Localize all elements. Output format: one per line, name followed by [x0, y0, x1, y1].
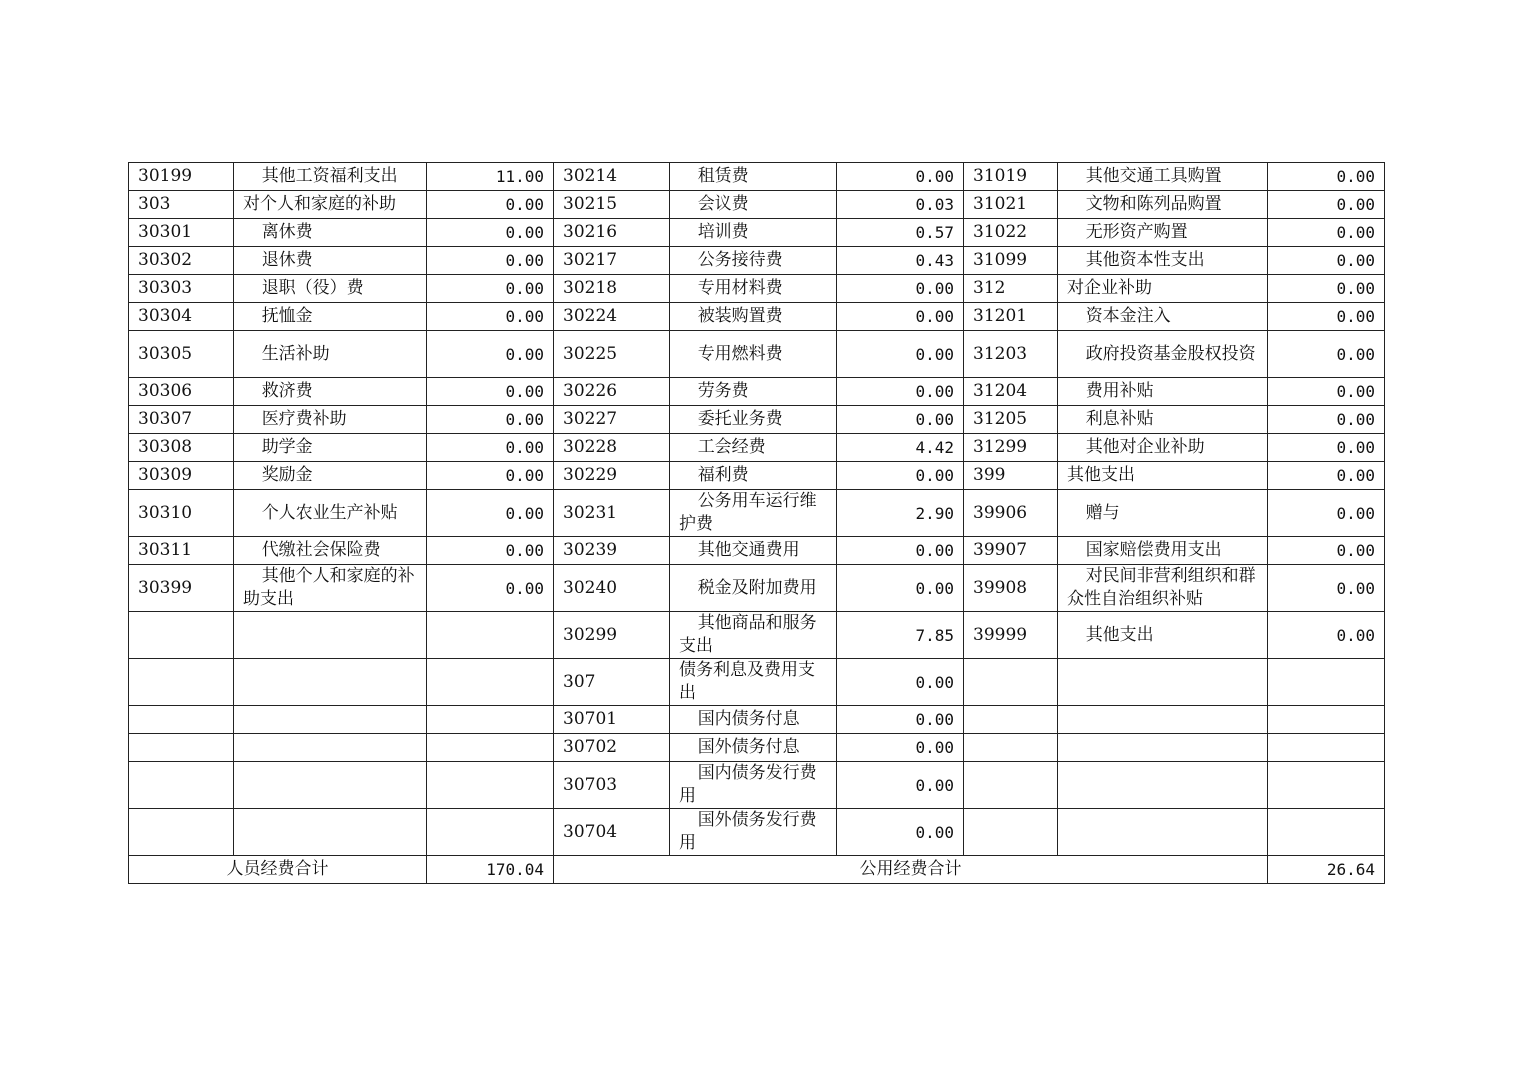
public-total-label: 公用经费合计 — [554, 856, 1268, 884]
cell-name — [1058, 734, 1268, 762]
cell-name: 委托业务费 — [670, 406, 837, 434]
cell-name: 其他支出 — [1058, 462, 1268, 490]
cell-code: 30299 — [554, 612, 670, 659]
table-row — [129, 537, 1385, 565]
cell-name: 工会经费 — [670, 434, 837, 462]
cell-code: 30226 — [554, 378, 670, 406]
cell-name: 公务用车运行维护费 — [670, 490, 837, 537]
cell-name: 国外债务付息 — [670, 734, 837, 762]
cell-amt: 0.00 — [427, 406, 554, 434]
cell-code: 30304 — [129, 303, 234, 331]
cell-amt — [1268, 734, 1385, 762]
cell-amt: 0.00 — [1268, 331, 1385, 378]
cell-name: 其他个人和家庭的补助支出 — [234, 565, 427, 612]
cell-code: 30228 — [554, 434, 670, 462]
cell-name: 利息补贴 — [1058, 406, 1268, 434]
cell-amt: 0.00 — [427, 331, 554, 378]
table-row — [129, 434, 1385, 462]
cell-amt: 0.00 — [1268, 219, 1385, 247]
cell-code: 30305 — [129, 331, 234, 378]
cell-amt: 0.00 — [1268, 462, 1385, 490]
cell-code: 399 — [964, 462, 1058, 490]
cell-name: 会议费 — [670, 191, 837, 219]
cell-name: 税金及附加费用 — [670, 565, 837, 612]
cell-amt: 0.00 — [837, 762, 964, 809]
table-row — [129, 462, 1385, 490]
cell-name: 国家赔偿费用支出 — [1058, 537, 1268, 565]
cell-code: 31099 — [964, 247, 1058, 275]
cell-name — [234, 659, 427, 706]
cell-code: 30301 — [129, 219, 234, 247]
cell-code: 30218 — [554, 275, 670, 303]
cell-code — [129, 762, 234, 809]
cell-code: 30701 — [554, 706, 670, 734]
table-row — [129, 219, 1385, 247]
cell-name — [234, 612, 427, 659]
cell-name: 对民间非营利组织和群众性自治组织补贴 — [1058, 565, 1268, 612]
cell-code: 30231 — [554, 490, 670, 537]
cell-amt: 0.00 — [837, 163, 964, 191]
cell-name: 政府投资基金股权投资 — [1058, 331, 1268, 378]
cell-amt: 0.43 — [837, 247, 964, 275]
table-row — [129, 406, 1385, 434]
cell-code: 307 — [554, 659, 670, 706]
cell-code — [964, 762, 1058, 809]
budget-table-body — [129, 163, 1385, 856]
cell-name: 个人农业生产补贴 — [234, 490, 427, 537]
cell-amt: 0.00 — [1268, 434, 1385, 462]
cell-name: 救济费 — [234, 378, 427, 406]
cell-name: 其他对企业补助 — [1058, 434, 1268, 462]
cell-amt: 0.00 — [1268, 163, 1385, 191]
cell-name — [1058, 809, 1268, 856]
cell-amt — [427, 612, 554, 659]
cell-code: 31022 — [964, 219, 1058, 247]
cell-amt — [427, 809, 554, 856]
cell-name: 其他资本性支出 — [1058, 247, 1268, 275]
cell-code: 30309 — [129, 462, 234, 490]
cell-amt: 0.00 — [837, 303, 964, 331]
cell-name: 其他交通费用 — [670, 537, 837, 565]
cell-code: 30702 — [554, 734, 670, 762]
cell-code: 31021 — [964, 191, 1058, 219]
cell-code: 30306 — [129, 378, 234, 406]
cell-amt: 0.00 — [1268, 378, 1385, 406]
cell-code: 30215 — [554, 191, 670, 219]
cell-name: 退休费 — [234, 247, 427, 275]
cell-name: 其他商品和服务支出 — [670, 612, 837, 659]
cell-code: 30199 — [129, 163, 234, 191]
cell-name: 租赁费 — [670, 163, 837, 191]
cell-amt — [1268, 809, 1385, 856]
cell-amt: 0.00 — [427, 537, 554, 565]
cell-name: 国内债务付息 — [670, 706, 837, 734]
table-row — [129, 612, 1385, 659]
cell-code: 31205 — [964, 406, 1058, 434]
cell-amt: 0.03 — [837, 191, 964, 219]
personnel-total-value: 170.04 — [427, 856, 554, 884]
cell-amt: 0.00 — [837, 706, 964, 734]
cell-amt: 4.42 — [837, 434, 964, 462]
cell-code: 30225 — [554, 331, 670, 378]
cell-name: 专用燃料费 — [670, 331, 837, 378]
cell-amt: 0.00 — [837, 331, 964, 378]
cell-code: 39906 — [964, 490, 1058, 537]
cell-amt — [427, 762, 554, 809]
cell-code: 31019 — [964, 163, 1058, 191]
public-total-value: 26.64 — [1268, 856, 1385, 884]
cell-code: 39907 — [964, 537, 1058, 565]
cell-amt: 0.00 — [837, 537, 964, 565]
cell-code: 31299 — [964, 434, 1058, 462]
cell-name: 其他支出 — [1058, 612, 1268, 659]
cell-amt: 0.00 — [1268, 490, 1385, 537]
cell-name — [234, 809, 427, 856]
cell-code: 312 — [964, 275, 1058, 303]
cell-name: 培训费 — [670, 219, 837, 247]
cell-code: 31203 — [964, 331, 1058, 378]
cell-name: 抚恤金 — [234, 303, 427, 331]
cell-code: 30224 — [554, 303, 670, 331]
cell-amt — [1268, 762, 1385, 809]
cell-code — [964, 706, 1058, 734]
cell-code — [129, 734, 234, 762]
cell-name: 对个人和家庭的补助 — [234, 191, 427, 219]
personnel-total-label: 人员经费合计 — [129, 856, 427, 884]
cell-name: 其他工资福利支出 — [234, 163, 427, 191]
cell-name: 生活补助 — [234, 331, 427, 378]
cell-amt: 0.00 — [427, 490, 554, 537]
cell-amt: 0.00 — [427, 565, 554, 612]
cell-name — [234, 734, 427, 762]
cell-code: 30217 — [554, 247, 670, 275]
cell-name: 无形资产购置 — [1058, 219, 1268, 247]
cell-code: 30310 — [129, 490, 234, 537]
cell-code: 31201 — [964, 303, 1058, 331]
cell-amt: 0.00 — [427, 462, 554, 490]
cell-code: 30704 — [554, 809, 670, 856]
table-row — [129, 809, 1385, 856]
cell-code: 30227 — [554, 406, 670, 434]
cell-amt: 0.00 — [1268, 537, 1385, 565]
cell-name: 公务接待费 — [670, 247, 837, 275]
cell-name: 对企业补助 — [1058, 275, 1268, 303]
cell-amt: 2.90 — [837, 490, 964, 537]
cell-amt: 0.00 — [837, 659, 964, 706]
cell-name: 资本金注入 — [1058, 303, 1268, 331]
cell-amt: 0.00 — [1268, 247, 1385, 275]
table-row — [129, 275, 1385, 303]
cell-name — [234, 706, 427, 734]
cell-code: 30229 — [554, 462, 670, 490]
cell-name — [1058, 706, 1268, 734]
table-row — [129, 565, 1385, 612]
cell-code: 303 — [129, 191, 234, 219]
cell-amt: 0.00 — [1268, 612, 1385, 659]
cell-amt — [1268, 659, 1385, 706]
cell-amt: 0.00 — [427, 434, 554, 462]
cell-name: 其他交通工具购置 — [1058, 163, 1268, 191]
cell-code: 30307 — [129, 406, 234, 434]
cell-code: 30311 — [129, 537, 234, 565]
cell-code — [129, 659, 234, 706]
cell-code: 30302 — [129, 247, 234, 275]
cell-name: 债务利息及费用支出 — [670, 659, 837, 706]
cell-name: 劳务费 — [670, 378, 837, 406]
table-row — [129, 163, 1385, 191]
cell-code: 30216 — [554, 219, 670, 247]
cell-amt: 7.85 — [837, 612, 964, 659]
table-row — [129, 762, 1385, 809]
cell-name — [1058, 762, 1268, 809]
cell-name: 国内债务发行费用 — [670, 762, 837, 809]
cell-amt — [1268, 706, 1385, 734]
cell-name: 文物和陈列品购置 — [1058, 191, 1268, 219]
cell-code — [964, 809, 1058, 856]
cell-amt: 0.00 — [1268, 303, 1385, 331]
cell-name: 助学金 — [234, 434, 427, 462]
cell-code: 31204 — [964, 378, 1058, 406]
cell-amt: 0.00 — [837, 809, 964, 856]
cell-code: 30703 — [554, 762, 670, 809]
cell-code: 30240 — [554, 565, 670, 612]
cell-amt: 0.00 — [427, 275, 554, 303]
cell-amt: 0.00 — [427, 219, 554, 247]
cell-code — [964, 659, 1058, 706]
budget-table — [128, 162, 1385, 884]
table-row — [129, 734, 1385, 762]
cell-amt — [427, 734, 554, 762]
cell-code — [129, 809, 234, 856]
cell-amt: 0.57 — [837, 219, 964, 247]
cell-name: 国外债务发行费用 — [670, 809, 837, 856]
cell-amt: 11.00 — [427, 163, 554, 191]
cell-amt: 0.00 — [837, 378, 964, 406]
cell-name: 费用补贴 — [1058, 378, 1268, 406]
cell-code — [129, 706, 234, 734]
cell-amt: 0.00 — [837, 406, 964, 434]
cell-code: 30239 — [554, 537, 670, 565]
cell-name: 专用材料费 — [670, 275, 837, 303]
cell-amt: 0.00 — [1268, 565, 1385, 612]
totals-row — [129, 856, 1385, 884]
cell-code: 39999 — [964, 612, 1058, 659]
cell-name: 代缴社会保险费 — [234, 537, 427, 565]
table-row — [129, 331, 1385, 378]
cell-amt: 0.00 — [837, 275, 964, 303]
cell-amt: 0.00 — [837, 462, 964, 490]
cell-name: 退职（役）费 — [234, 275, 427, 303]
cell-name: 被装购置费 — [670, 303, 837, 331]
cell-code — [129, 612, 234, 659]
table-row — [129, 378, 1385, 406]
cell-code: 30308 — [129, 434, 234, 462]
cell-code — [964, 734, 1058, 762]
cell-name — [1058, 659, 1268, 706]
cell-code: 30214 — [554, 163, 670, 191]
cell-code: 39908 — [964, 565, 1058, 612]
cell-amt: 0.00 — [427, 247, 554, 275]
cell-amt: 0.00 — [837, 734, 964, 762]
cell-name: 奖励金 — [234, 462, 427, 490]
cell-name: 医疗费补助 — [234, 406, 427, 434]
cell-name: 赠与 — [1058, 490, 1268, 537]
cell-amt: 0.00 — [1268, 406, 1385, 434]
cell-amt: 0.00 — [1268, 191, 1385, 219]
table-row — [129, 659, 1385, 706]
cell-name: 福利费 — [670, 462, 837, 490]
cell-code: 30399 — [129, 565, 234, 612]
cell-amt: 0.00 — [837, 565, 964, 612]
table-row — [129, 191, 1385, 219]
cell-amt: 0.00 — [427, 303, 554, 331]
cell-amt: 0.00 — [427, 191, 554, 219]
cell-amt — [427, 706, 554, 734]
cell-amt — [427, 659, 554, 706]
table-row — [129, 490, 1385, 537]
table-row — [129, 247, 1385, 275]
table-row — [129, 303, 1385, 331]
cell-name: 离休费 — [234, 219, 427, 247]
cell-amt: 0.00 — [1268, 275, 1385, 303]
cell-name — [234, 762, 427, 809]
table-row — [129, 706, 1385, 734]
cell-amt: 0.00 — [427, 378, 554, 406]
cell-code: 30303 — [129, 275, 234, 303]
